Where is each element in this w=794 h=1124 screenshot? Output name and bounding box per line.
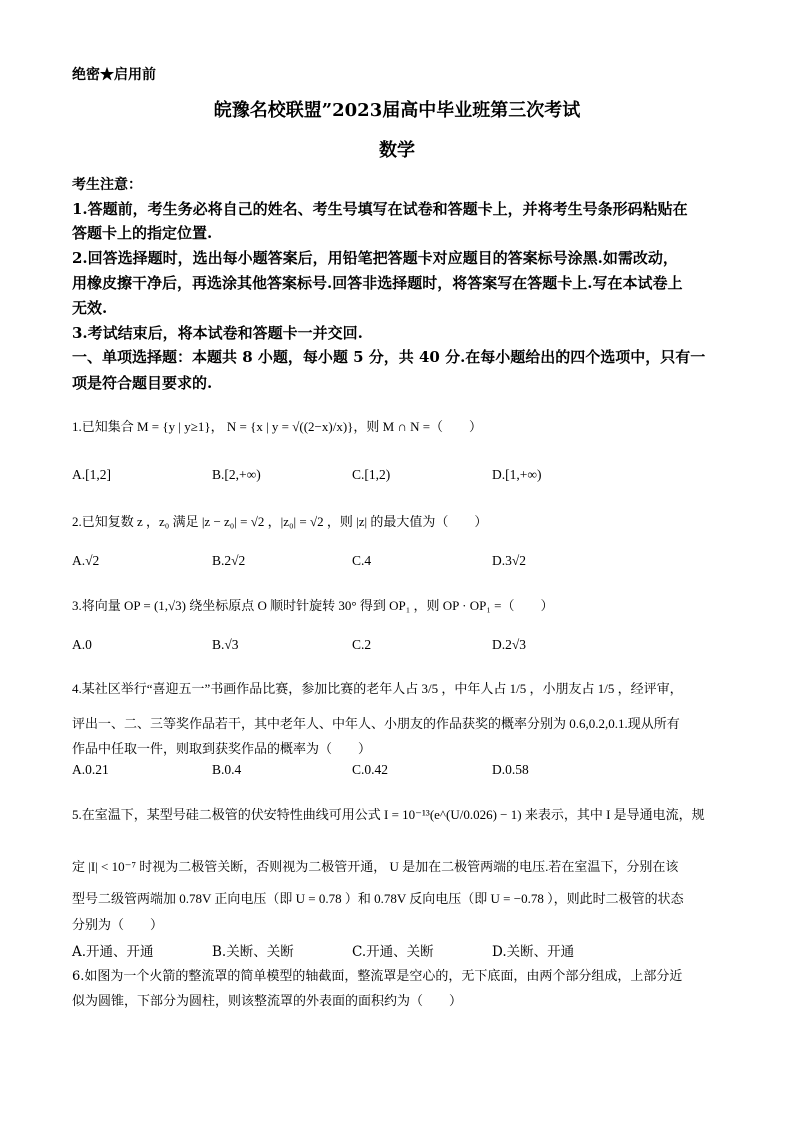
question-5-text-1: 5.在室温下，某型号硅二极管的伏安特性曲线可用公式 I = 10⁻¹³(e^(U/0.026) − 1) 来表示，其中 I 是导通电流，规 xyxy=(72,807,705,822)
q3-option-a: A.0 xyxy=(72,637,92,652)
q4-option-d: D.0.58 xyxy=(492,762,529,777)
notice-line-2b: 用橡皮擦干净后，再选涂其他答案标号.回答非选择题时，将答案写在答题卡上.写在本试卷上 xyxy=(72,274,683,292)
q2-option-a: A.√2 xyxy=(72,553,100,568)
q3-option-b: B.√3 xyxy=(212,637,239,652)
notice-line-1b: 答题卡上的指定位置. xyxy=(72,224,213,242)
q4-option-c: C.0.42 xyxy=(352,762,389,777)
q2-option-c: C.4 xyxy=(352,553,372,568)
question-4-text-2: 评出一、二、三等奖作品若干，其中老年人、中年人、小朋友的作品获奖的概率分别为 0.6,0.2,0.1.现从所有 xyxy=(72,716,680,731)
question-6-text-2: 似为圆锥，下部分为圆柱，则该整流罩的外表面的面积约为（ ） xyxy=(72,994,463,1009)
notice-line-1: 1.答题前，考生务必将自己的姓名、考生号填写在试卷和答题卡上，并将考生号条形码粘贴在 xyxy=(72,200,688,218)
question-5-text-2: 定 |I| < 10⁻⁷ 时视为二极管关断，否则视为二极管开通， U 是加在二极管两端的电压.若在室温下，分别在该 xyxy=(72,859,679,874)
notice-line-3: 3.考试结束后，将本试卷和答题卡一并交回. xyxy=(72,324,363,342)
q5-option-b: B.关断、关断 xyxy=(212,944,294,960)
q5-option-d: D.关断、开通 xyxy=(492,944,575,960)
q1-option-b: B.[2,+∞) xyxy=(212,467,261,482)
q3-option-d: D.2√3 xyxy=(492,637,527,652)
q1-option-c: C.[1,2) xyxy=(352,467,391,482)
q2-option-d: D.3√2 xyxy=(492,553,527,568)
secret-mark: 绝密★启用前 xyxy=(72,67,156,83)
exam-title: 皖豫名校联盟”2023届高中毕业班第三次考试 xyxy=(213,100,581,121)
question-1-text: 1.已知集合 M = {y | y≥1}， N = {x | y = √((2−x)/x)}，则 M ∩ N =（ ） xyxy=(72,419,483,434)
q2-option-b: B.2√2 xyxy=(212,553,246,568)
question-4-text-1: 4.某社区举行“喜迎五一”书画作品比赛，参加比赛的老年人占 3/5 ，中年人占 1/5 ，小朋友占 1/5 ，经评审， xyxy=(72,681,683,696)
notice-heading: 考生注意： xyxy=(72,177,142,193)
q1-option-a: A.[1,2] xyxy=(72,467,111,482)
question-6-text-1: 6.如图为一个火箭的整流罩的简单模型的轴截面，整流罩是空心的，无下底面，由两个部分组成，上部分近 xyxy=(72,969,683,984)
q4-option-a: A.0.21 xyxy=(72,762,109,777)
q1-option-d: D.[1,+∞) xyxy=(492,467,542,482)
question-4-text-3: 作品中任取一件，则取到获奖作品的概率为（ ） xyxy=(72,741,372,756)
q5-option-a: A.开通、开通 xyxy=(72,944,154,960)
question-3-text: 3.将向量 OP = (1,√3) 绕坐标原点 O 顺时针旋转 30° 得到 OP₁ ，则 OP · OP₁ =（ ） xyxy=(72,598,554,613)
q5-option-c: C.开通、关断 xyxy=(352,944,434,960)
section-1-heading: 一、单项选择题：本题共 8 小题，每小题 5 分，共 40 分.在每小题给出的四个选项中，只有一 xyxy=(72,348,706,366)
question-2-text: 2.已知复数 z ，z₀ 满足 |z − z₀| = √2 ，|z₀| = √2 ，则 |z| 的最大值为（ ） xyxy=(72,514,488,529)
section-1-heading-2: 项是符合题目要求的. xyxy=(72,374,213,392)
q4-option-b: B.0.4 xyxy=(212,762,242,777)
subject-title: 数学 xyxy=(379,140,415,161)
notice-line-2c: 无效. xyxy=(72,299,108,317)
question-5-text-4: 分别为（ ） xyxy=(72,917,164,932)
notice-line-2: 2.回答选择题时，选出每小题答案后，用铅笔把答题卡对应题目的答案标号涂黑.如需改动， xyxy=(72,249,678,267)
question-5-text-3: 型号二级管两端加 0.78V 正向电压（即 U = 0.78 ）和 0.78V 反向电压（即 U = −0.78 ），则此时二极管的状态 xyxy=(72,891,684,906)
q3-option-c: C.2 xyxy=(352,637,372,652)
